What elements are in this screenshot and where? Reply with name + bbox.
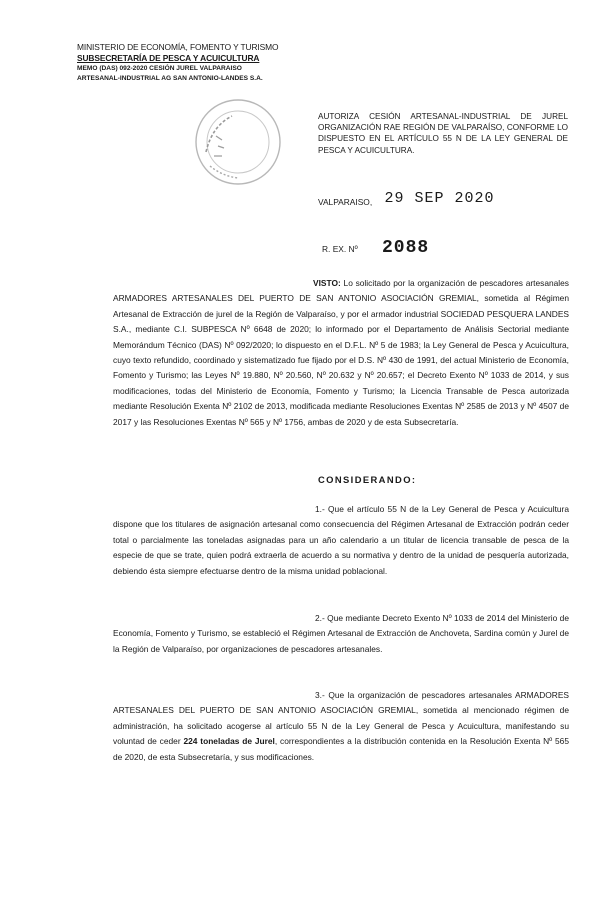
considerando-item-1	[113, 502, 569, 579]
resolution-label: R. EX. Nº	[322, 244, 358, 254]
visto-paragraph	[113, 276, 569, 430]
resolution-number: 2088	[381, 238, 430, 258]
resolution-number-line	[322, 238, 429, 258]
considerando-item-3	[113, 688, 569, 765]
date-stamp: 29 SEP 2020	[384, 190, 495, 207]
considerando-heading: CONSIDERANDO:	[318, 474, 417, 485]
considerando-item-3-text-a: 3.- Que la organización de pescadores artesanales ARMADORES ARTESANALES DEL PUERTO DE SAN ANTONIO ASOCIACIÓN GREMIAL, sometida al mencionado régimen de administración, ha solicitado acogerse al artículo 55 N de la Ley General de Pesca y Acuicultura, manifestando su voluntad de ceder	[113, 690, 569, 747]
considerando-item-1-text: 1.- Que el artículo 55 N de la Ley General de Pesca y Acuicultura dispone que los titulares de asignación artesanal como consecuencia del Régimen Artesanal de Extracción podrán ceder total o parcialmente las toneladas asignadas para un año calendario a un titular de licencia transable de pesca de la especie de que se trate, quien podrá extraerla de acuerdo a su normativa y dentro de la unidad de pesquería autorizada, debiendo ésta siempre efectuarse dentro de la misma unidad poblacional.	[113, 504, 569, 576]
memo-reference-1: MEMO (DAS) 092-2020 CESIÓN JUREL VALPARAISO	[77, 65, 242, 72]
visto-text: Lo solicitado por la organización de pescadores artesanales ARMADORES ARTESANALES DEL PUERTO DE SAN ANTONIO ASOCIACIÓN GREMIAL, sometida al Régimen Artesanal de Extracción de jurel de la Región de Valparaíso, y por el armador industrial SOCIEDAD PESQUERA LANDES S.A., mediante C.I. SUBPESCA Nº 6648 de 2020; lo informado por el Departamento de Análisis Sectorial mediante Memorándum Técnico (DAS) Nº 092/2020; lo dispuesto en el D.F.L. Nº 5 de 1983; la Ley General de Pesca y Acuicultura, cuyo texto refundido, coordinado y sistematizado fue fijado por el D.S. Nº 430 de 1991, del actual Ministerio de Economía, Fomento y Turismo; las Leyes Nº 19.880, Nº 20.560, Nº 20.632 y Nº 20.657; el Decreto Exento Nº 1033 de 2014, y sus modificaciones, todas del Ministerio de Economía, Fomento y Turismo; la Licencia Transable de Pesca autorizada mediante Resolución Exenta Nº 2102 de 2013, modificada mediante Resoluciones Exentas Nº 2585 de 2013 y Nº 4507 de 2017 y las Resoluciones Exentas Nº 565 y Nº 1756, ambas de 2020 y de esta Subsecretaría.	[113, 278, 569, 427]
considerando-item-2-text: 2.- Que mediante Decreto Exento Nº 1033 de 2014 del Ministerio de Economía, Fomento y Turismo, se estableció el Régimen Artesanal de Extracción de Anchoveta, Sardina común y Jurel de la Región de Valparaíso, por organizaciones de pescadores artesanales.	[113, 613, 569, 654]
letterhead	[77, 42, 337, 84]
considerando-item-3-tonnage: 224 toneladas de Jurel	[183, 736, 275, 747]
considerando-item-3-text-b: , correspondientes a la distribución contenida en la Resolución Exenta Nº 565 de 2020, de esta Subsecretaría, y sus modificaciones.	[113, 736, 569, 762]
resolution-title: AUTORIZA CESIÓN ARTESANAL-INDUSTRIAL DE JUREL ORGANIZACIÓN RAE REGIÓN DE VALPARAÍSO, CONFORME LO DISPUESTO EN EL ARTÍCULO 55 N DE LA LEY GENERAL DE PESCA Y ACUICULTURA.	[318, 112, 568, 155]
ministry-name: MINISTERIO DE ECONOMÍA, FOMENTO Y TURISMO	[77, 42, 279, 52]
visto-label: VISTO:	[313, 278, 341, 288]
considerando-item-2	[113, 611, 569, 657]
subsecretaria-name: SUBSECRETARÍA DE PESCA Y ACUICULTURA	[77, 53, 260, 63]
official-seal-stamp	[192, 96, 284, 188]
date-place: VALPARAISO,	[318, 197, 373, 207]
memo-reference-2: ARTESANAL-INDUSTRIAL AG SAN ANTONIO-LANDES S.A.	[77, 75, 263, 82]
date-line	[318, 190, 495, 207]
